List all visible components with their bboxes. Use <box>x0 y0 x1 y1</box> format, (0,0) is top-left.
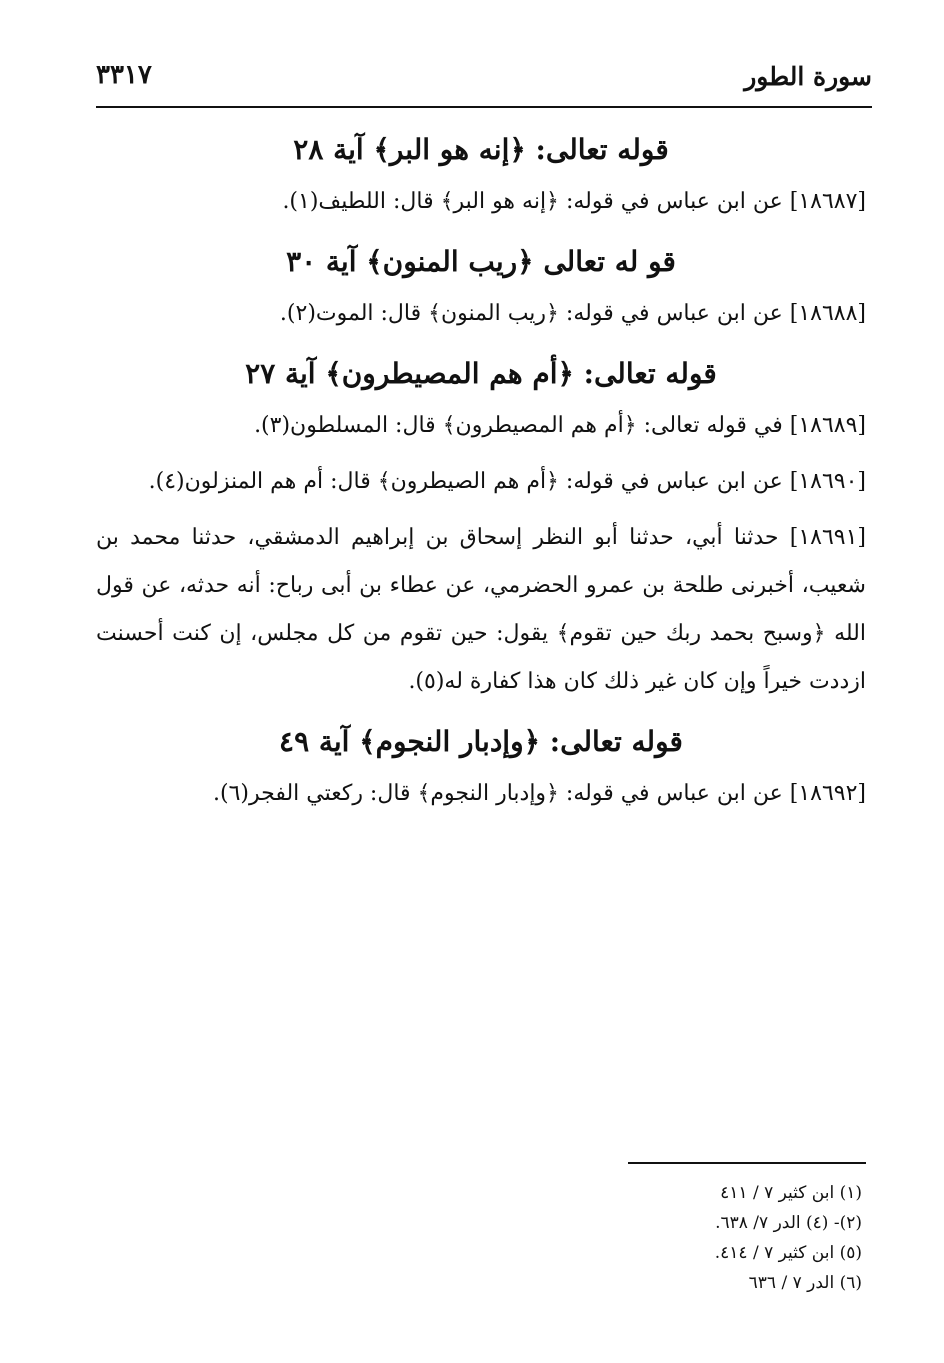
page-number: ٣٣١٧ <box>96 60 152 90</box>
footnote-item: (٦) الدر ٧ / ٦٣٦ <box>748 1273 862 1293</box>
narration-entry: [١٨٦٩٠] عن ابن عباس في قوله: ﴿أم هم الصيطرون﴾ قال: أم هم المنزلون(٤). <box>148 469 866 494</box>
narration-entry: [١٨٦٨٩] في قوله تعالى: ﴿أم هم المصيطرون﴾ قال: المسلطون(٣). <box>254 413 866 438</box>
narration-entry: [١٨٦٨٨] عن ابن عباس في قوله: ﴿ريب المنون﴾ قال: الموت(٢). <box>279 301 866 326</box>
surah-title: سورة الطور <box>744 62 872 91</box>
footnote-item: (١) ابن كثير ٧ / ٤١١ <box>720 1183 862 1203</box>
footnotes <box>84 1162 866 1298</box>
footnote-divider <box>628 1162 866 1164</box>
section-heading: قو له تعالى ﴿ريب المنون﴾ آية ٣٠ <box>286 245 676 278</box>
narration-entry: [١٨٦٩١] حدثنا أبي، حدثنا أبو النظر إسحاق بن إبراهيم الدمشقي، حدثنا محمد بن شعيب، أخبرنى طلحة بن عمرو الحضرمي، عن عطاء بن أبى رباح: أنه حدثه، عن قول الله ﴿وسبح بحمد ربك حين تقوم﴾ يقول: حين تقوم من كل مجلس، إن كنت أحسنت ازددت خيراً وإن كان غير ذلك كان هذا كفارة له(٥). <box>96 525 866 694</box>
footnote-item: (٥) ابن كثير ٧ / ٤١٤. <box>714 1243 862 1263</box>
section-heading: قوله تعالى: ﴿أم هم المصيطرون﴾ آية ٢٧ <box>245 357 717 390</box>
page-body <box>96 122 866 826</box>
page-header <box>96 58 872 108</box>
footnote-item: (٢)- (٤) الدر ٧/ ٦٣٨. <box>715 1213 862 1233</box>
narration-entry: [١٨٦٨٧] عن ابن عباس في قوله: ﴿إنه هو البر﴾ قال: اللطيف(١). <box>282 189 866 214</box>
section-heading: قوله تعالى: ﴿إنه هو البر﴾ آية ٢٨ <box>293 133 669 166</box>
section-heading: قوله تعالى: ﴿وإدبار النجوم﴾ آية ٤٩ <box>279 725 683 758</box>
narration-entry: [١٨٦٩٢] عن ابن عباس في قوله: ﴿وإدبار النجوم﴾ قال: ركعتي الفجر(٦). <box>212 781 866 806</box>
